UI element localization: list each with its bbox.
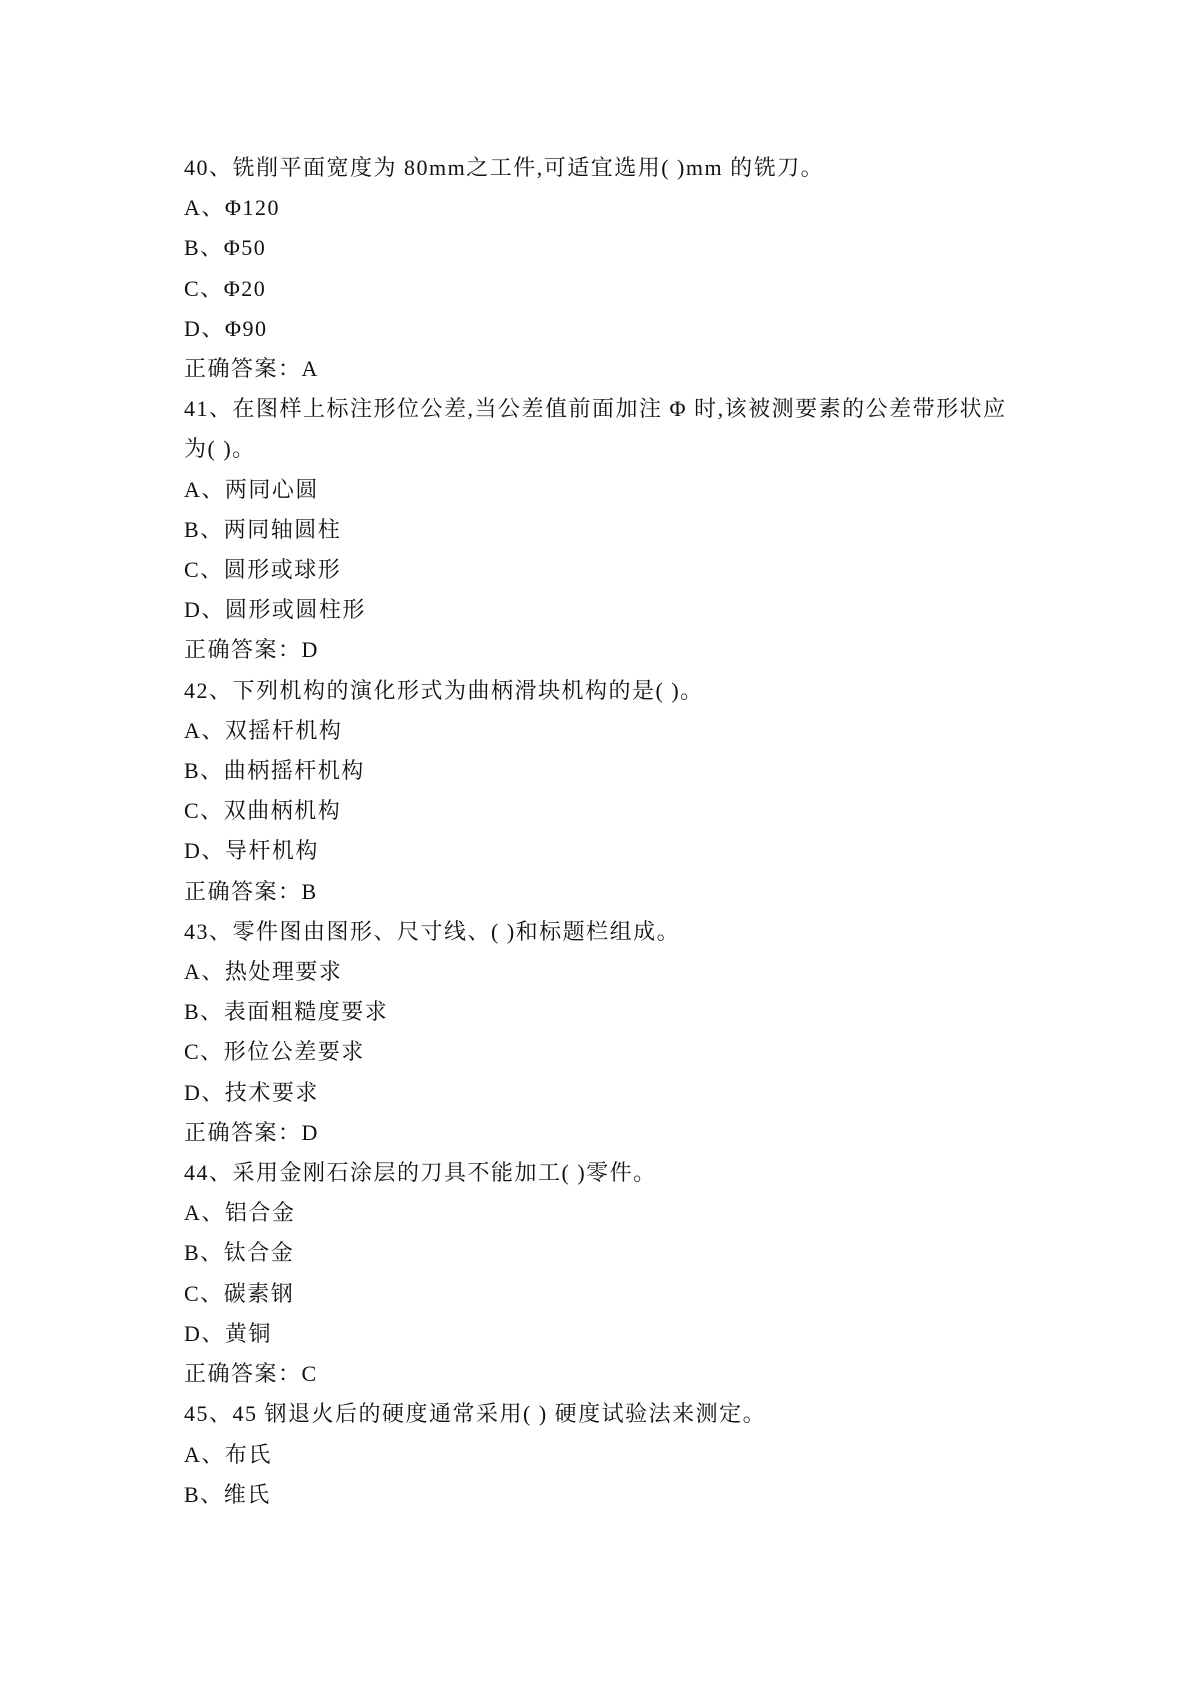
option-text: 双曲柄机构 — [223, 798, 342, 824]
question-stem: 42、下列机构的演化形式为曲柄滑块机构的是( )。 — [184, 677, 704, 703]
option-c — [184, 1274, 1024, 1314]
answer-line — [184, 1113, 1024, 1153]
answer-label: 正确答案： — [184, 637, 302, 663]
option-a — [184, 1435, 1024, 1475]
option-text: 形位公差要求 — [223, 1039, 365, 1065]
option-c — [184, 550, 1024, 590]
option-key: B、 — [184, 758, 224, 784]
option-text: 表面粗糙度要求 — [223, 999, 389, 1025]
option-key: B、 — [184, 1481, 224, 1507]
option-key: C、 — [184, 557, 224, 583]
question-block — [184, 1153, 1024, 1394]
option-b — [184, 228, 1024, 268]
option-b — [184, 510, 1024, 550]
option-d — [184, 590, 1024, 630]
question-block — [184, 1394, 1024, 1515]
option-text: 维氏 — [223, 1481, 271, 1507]
option-key: A、 — [184, 717, 225, 743]
question-stem: 44、采用金刚石涂层的刀具不能加工( )零件。 — [184, 1160, 657, 1186]
option-key: C、 — [184, 1039, 224, 1065]
option-key: A、 — [184, 1441, 225, 1467]
question-stem: 40、铣削平面宽度为 80mm之工件,可适宜选用( )mm 的铣刀。 — [184, 155, 825, 180]
option-c — [184, 269, 1024, 309]
option-b — [184, 751, 1024, 791]
option-key: B、 — [184, 235, 224, 261]
option-key: B、 — [184, 516, 224, 542]
option-b — [184, 1475, 1024, 1515]
answer-label: 正确答案： — [184, 1361, 302, 1387]
answer-label: 正确答案： — [184, 1119, 302, 1145]
option-text: Φ20 — [223, 275, 267, 301]
option-c — [184, 791, 1024, 831]
answer-label: 正确答案： — [184, 356, 302, 382]
option-key: D、 — [184, 838, 225, 864]
answer-line — [184, 630, 1024, 670]
option-text: 布氏 — [224, 1441, 272, 1467]
question-stem: 45、45 钢退火后的硬度通常采用( ) 硬度试验法来测定。 — [184, 1401, 767, 1427]
option-text: 铝合金 — [224, 1200, 296, 1226]
answer-value: D — [301, 637, 319, 663]
question-stem: 41、在图样上标注形位公差,当公差值前面加注 Φ 时,该被测要素的公差带形状应为( )。 — [184, 396, 1007, 462]
answer-value: D — [301, 1119, 319, 1145]
option-key: D、 — [184, 597, 225, 623]
option-key: A、 — [184, 195, 225, 221]
option-d — [184, 831, 1024, 871]
answer-value: C — [301, 1361, 318, 1387]
question-stem: 43、零件图由图形、尺寸线、( )和标题栏组成。 — [184, 918, 681, 944]
option-text: Φ120 — [224, 195, 280, 221]
option-key: C、 — [184, 798, 224, 824]
option-text: 热处理要求 — [224, 959, 343, 985]
question-block — [184, 389, 1024, 670]
option-b — [184, 1233, 1024, 1273]
question-list — [184, 148, 1024, 1515]
answer-value: A — [301, 356, 319, 382]
option-text: 技术要求 — [224, 1079, 319, 1105]
option-text: 圆形或球形 — [223, 557, 342, 583]
option-d — [184, 1314, 1024, 1354]
option-a — [184, 952, 1024, 992]
option-key: A、 — [184, 1200, 225, 1226]
option-b — [184, 992, 1024, 1032]
option-text: 两同轴圆柱 — [223, 516, 342, 542]
option-text: 碳素钢 — [223, 1280, 295, 1306]
option-text: 黄铜 — [224, 1320, 272, 1346]
question-block — [184, 148, 1024, 389]
option-d — [184, 1073, 1024, 1113]
option-key: D、 — [184, 1079, 225, 1105]
option-key: C、 — [184, 275, 224, 301]
option-a — [184, 1193, 1024, 1233]
option-key: B、 — [184, 999, 224, 1025]
option-a — [184, 470, 1024, 510]
option-text: 导杆机构 — [224, 838, 319, 864]
answer-value: B — [301, 878, 318, 904]
option-text: 钛合金 — [223, 1240, 295, 1266]
option-a — [184, 711, 1024, 751]
option-key: A、 — [184, 476, 225, 502]
option-key: B、 — [184, 1240, 224, 1266]
option-key: A、 — [184, 959, 225, 985]
option-text: 曲柄摇杆机构 — [223, 758, 365, 784]
option-text: Φ90 — [224, 315, 268, 341]
option-text: 双摇杆机构 — [224, 717, 343, 743]
answer-label: 正确答案： — [184, 878, 302, 904]
option-key: D、 — [184, 1320, 225, 1346]
answer-line — [184, 349, 1024, 389]
question-block — [184, 671, 1024, 912]
option-key: C、 — [184, 1280, 224, 1306]
question-block — [184, 912, 1024, 1153]
option-a — [184, 188, 1024, 228]
option-c — [184, 1032, 1024, 1072]
answer-line — [184, 1354, 1024, 1394]
option-text: 圆形或圆柱形 — [224, 597, 366, 623]
option-text: 两同心圆 — [224, 476, 319, 502]
answer-line — [184, 872, 1024, 912]
option-d — [184, 309, 1024, 349]
option-key: D、 — [184, 315, 225, 341]
option-text: Φ50 — [223, 235, 267, 261]
